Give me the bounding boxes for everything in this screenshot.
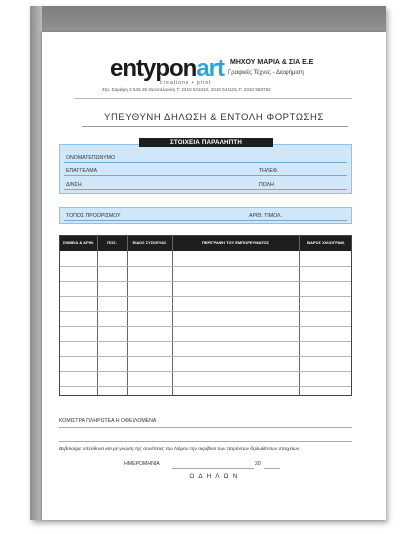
phone-label: ΤΗΛΕΦ. [259,168,279,174]
logo-tagline: creations • print [160,80,212,86]
name-label: ΟΝΟΜΑΤΕΠΩΝΥΜΟ [66,155,116,161]
address-label: Δ/ΝΣΗ [66,182,82,188]
destination-label: ΤΟΠΟΣ ΠΡΟΟΡΙΣΜΟΥ [66,213,121,219]
header-divider [74,98,352,99]
name-line[interactable] [64,162,347,163]
table-row[interactable] [60,326,351,327]
address-line[interactable] [64,189,347,190]
year-line[interactable] [264,468,280,469]
profession-label: ΕΠΑΓΓΕΛΜΑ [66,168,98,174]
company-contact: Στρ. Σαράφη 3 546 26 Θεσσαλονίκη T: 2310 541042, 2310 541101 F: 2310 550762 [102,87,271,92]
table-row[interactable] [60,311,351,312]
company-activity: Γραφικές Τέχνες - Διαφήμιση [228,70,304,76]
city-label: ΠΟΛΗ [259,182,274,188]
recipient-box [59,144,352,194]
goods-table [59,235,352,396]
table-row[interactable] [60,386,351,387]
table-row[interactable] [60,266,351,267]
company-name: ΜΗΧΟΥ ΜΑΡΙΑ & ΣΙΑ Ε.Ε [230,59,314,66]
table-row[interactable] [60,281,351,282]
freight-label: ΚΟΜΙΣΤΡΑ ΠΛΗΡΩΤΕΑ Η ΟΦΕΙΛΟΜΕΝΑ [59,418,157,424]
pad-side-edge [30,6,42,520]
logo-text-primary: entypon [110,55,197,82]
profession-line[interactable] [64,175,347,176]
invoice-number-label: ΑΡΙΘ. ΤΙΜΟΛ. [249,213,282,219]
date-label: ΗΜΕΡΟΜΗΝΙΑ [124,461,160,467]
date-line[interactable] [172,468,254,469]
document-title: ΥΠΕΥΘΥΝΗ ΔΗΛΩΣΗ & ΕΝΤΟΛΗ ΦΟΡΤΩΣΗΣ [104,112,324,123]
col-header-weight: ΒΑΡΟΣ ΧΙΛΙΟΓΡΑΜ. [307,240,345,246]
table-row[interactable] [60,371,351,372]
form-sheet [42,32,386,520]
col-header-package: ΕΙΔΟΣ ΣΥΣΚΕΥΑΣ [132,240,167,246]
logo-text-accent: art [196,55,225,82]
col-header-description: ΠΕΡΙΓΡΑΦΗ ΤΟΥ ΕΜΠΟΡΕΥΜΑΤΟΣ [201,240,270,246]
freight-line[interactable] [59,427,352,428]
responsibility-statement: Βεβαιούμε υπεύθυνα και με γνώση της συνέπειες του Νόμου την ακρίβεια των παρόντων δηλωθέντων στοιχείων. [59,447,301,452]
declarant-label: Ο Δ Η Λ Ω Ν [189,473,239,480]
brand-logo [110,57,224,81]
destination-box [59,207,352,224]
goods-table-header [60,236,351,251]
destination-line[interactable] [64,220,347,221]
table-row[interactable] [60,356,351,357]
table-row[interactable] [60,341,351,342]
table-row[interactable] [60,296,351,297]
freight-line-2[interactable] [59,441,352,442]
col-header-quantity: ΠΟΣ. [107,240,117,246]
title-underline [82,126,348,127]
col-header-marks: ΣΗΜΕΙΑ & ΑΡΙΘ. [62,240,95,246]
recipient-section-badge: ΣΤΟΙΧΕΙΑ ΠΑΡΑΛΗΠΤΗ [139,138,273,147]
year-prefix: 20 [255,461,261,467]
